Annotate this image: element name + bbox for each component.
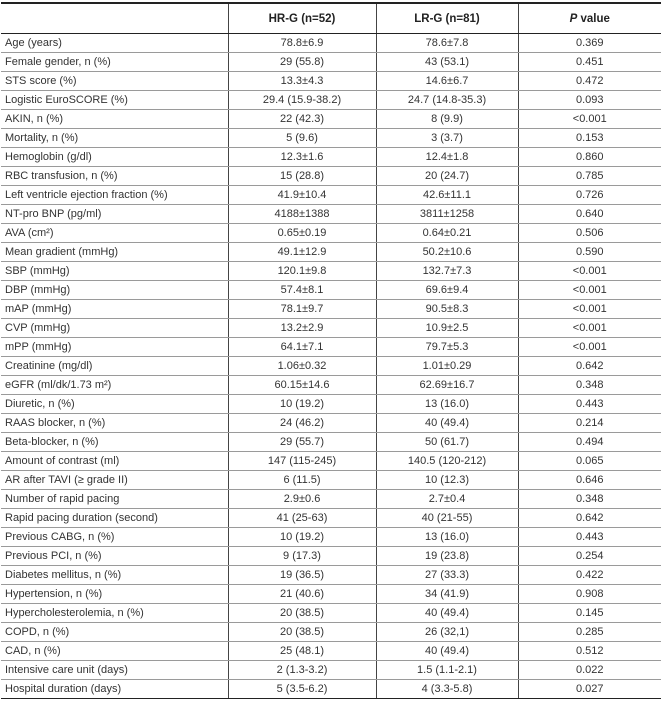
row-label: SBP (mmHg) (1, 262, 228, 281)
cell-p-value: 0.348 (518, 376, 661, 395)
table-row (1, 34, 661, 53)
row-label: NT-pro BNP (pg/ml) (1, 205, 228, 224)
table-row (1, 395, 661, 414)
header-p-italic: P (569, 12, 578, 25)
cell-lrg: 2.7±0.4 (376, 490, 518, 509)
cell-lrg: 19 (23.8) (376, 547, 518, 566)
cell-p-value: 0.451 (518, 53, 661, 72)
row-label: Hospital duration (days) (1, 680, 228, 699)
table-row (1, 205, 661, 224)
cell-hrg: 78.1±9.7 (228, 300, 376, 319)
cell-lrg: 34 (41.9) (376, 585, 518, 604)
cell-lrg: 0.64±0.21 (376, 224, 518, 243)
table-row (1, 53, 661, 72)
row-label: Hemoglobin (g/dl) (1, 148, 228, 167)
cell-p-value: <0.001 (518, 300, 661, 319)
cell-lrg: 3 (3.7) (376, 129, 518, 148)
row-label: Intensive care unit (days) (1, 661, 228, 680)
row-label: Mean gradient (mmHg) (1, 243, 228, 262)
cell-lrg: 69.6±9.4 (376, 281, 518, 300)
cell-p-value: 0.093 (518, 91, 661, 110)
cell-hrg: 9 (17.3) (228, 547, 376, 566)
table-row (1, 680, 661, 699)
cell-hrg: 2 (1.3-3.2) (228, 661, 376, 680)
row-label: mAP (mmHg) (1, 300, 228, 319)
table-row (1, 148, 661, 167)
cell-hrg: 5 (3.5-6.2) (228, 680, 376, 699)
cell-lrg: 26 (32,1) (376, 623, 518, 642)
row-label: AKIN, n (%) (1, 110, 228, 129)
row-label: STS score (%) (1, 72, 228, 91)
cell-lrg: 79.7±5.3 (376, 338, 518, 357)
cell-lrg: 140.5 (120-212) (376, 452, 518, 471)
cell-hrg: 57.4±8.1 (228, 281, 376, 300)
row-label: Hypertension, n (%) (1, 585, 228, 604)
row-label: AR after TAVI (≥ grade II) (1, 471, 228, 490)
cell-lrg: 78.6±7.8 (376, 34, 518, 53)
cell-p-value: 0.443 (518, 528, 661, 547)
cell-hrg: 49.1±12.9 (228, 243, 376, 262)
table-row (1, 566, 661, 585)
cell-p-value: <0.001 (518, 262, 661, 281)
cell-hrg: 29 (55.8) (228, 53, 376, 72)
row-label: Amount of contrast (ml) (1, 452, 228, 471)
table-row (1, 661, 661, 680)
cell-hrg: 120.1±9.8 (228, 262, 376, 281)
cell-hrg: 15 (28.8) (228, 167, 376, 186)
cell-lrg: 1.5 (1.1-2.1) (376, 661, 518, 680)
cell-p-value: 0.640 (518, 205, 661, 224)
cell-lrg: 24.7 (14.8-35.3) (376, 91, 518, 110)
cell-lrg: 12.4±1.8 (376, 148, 518, 167)
cell-p-value: 0.512 (518, 642, 661, 661)
table-row (1, 338, 661, 357)
row-label: RBC transfusion, n (%) (1, 167, 228, 186)
row-label: Rapid pacing duration (second) (1, 509, 228, 528)
cell-hrg: 0.65±0.19 (228, 224, 376, 243)
row-label: RAAS blocker, n (%) (1, 414, 228, 433)
cell-lrg: 3811±1258 (376, 205, 518, 224)
table-row (1, 433, 661, 452)
table-row (1, 262, 661, 281)
cell-p-value: 0.022 (518, 661, 661, 680)
cell-lrg: 27 (33.3) (376, 566, 518, 585)
cell-p-value: 0.860 (518, 148, 661, 167)
cell-lrg: 50 (61.7) (376, 433, 518, 452)
row-label: Diabetes mellitus, n (%) (1, 566, 228, 585)
cell-p-value: 0.642 (518, 357, 661, 376)
table-row (1, 167, 661, 186)
cell-hrg: 4188±1388 (228, 205, 376, 224)
cell-hrg: 13.3±4.3 (228, 72, 376, 91)
table-row (1, 623, 661, 642)
cell-p-value: 0.348 (518, 490, 661, 509)
cell-p-value: <0.001 (518, 319, 661, 338)
cell-hrg: 2.9±0.6 (228, 490, 376, 509)
header-p-rest: value (577, 12, 610, 25)
cell-lrg: 4 (3.3-5.8) (376, 680, 518, 699)
cell-p-value: 0.494 (518, 433, 661, 452)
table-row (1, 357, 661, 376)
cell-hrg: 10 (19.2) (228, 395, 376, 414)
row-label: CAD, n (%) (1, 642, 228, 661)
row-label: Logistic EuroSCORE (%) (1, 91, 228, 110)
table-row (1, 300, 661, 319)
cell-p-value: 0.027 (518, 680, 661, 699)
cell-hrg: 20 (38.5) (228, 623, 376, 642)
cell-hrg: 64.1±7.1 (228, 338, 376, 357)
row-label: Female gender, n (%) (1, 53, 228, 72)
cell-p-value: 0.642 (518, 509, 661, 528)
cell-p-value: 0.153 (518, 129, 661, 148)
table-row (1, 281, 661, 300)
row-label: Number of rapid pacing (1, 490, 228, 509)
cell-hrg: 19 (36.5) (228, 566, 376, 585)
cell-p-value: 0.065 (518, 452, 661, 471)
cell-p-value: 0.422 (518, 566, 661, 585)
cell-p-value: <0.001 (518, 281, 661, 300)
cell-p-value: <0.001 (518, 110, 661, 129)
table-row (1, 224, 661, 243)
cell-p-value: 0.785 (518, 167, 661, 186)
cell-lrg: 132.7±7.3 (376, 262, 518, 281)
table-row (1, 509, 661, 528)
cell-hrg: 5 (9.6) (228, 129, 376, 148)
cell-p-value: 0.254 (518, 547, 661, 566)
table-row (1, 129, 661, 148)
cell-p-value: 0.506 (518, 224, 661, 243)
cell-lrg: 40 (21-55) (376, 509, 518, 528)
row-label: mPP (mmHg) (1, 338, 228, 357)
cell-p-value: 0.369 (518, 34, 661, 53)
cell-lrg: 20 (24.7) (376, 167, 518, 186)
row-label: Previous CABG, n (%) (1, 528, 228, 547)
cell-p-value: 0.590 (518, 243, 661, 262)
row-label: Hypercholesterolemia, n (%) (1, 604, 228, 623)
table-row (1, 528, 661, 547)
cell-hrg: 10 (19.2) (228, 528, 376, 547)
cell-hrg: 21 (40.6) (228, 585, 376, 604)
cell-hrg: 24 (46.2) (228, 414, 376, 433)
cell-hrg: 78.8±6.9 (228, 34, 376, 53)
cell-lrg: 90.5±8.3 (376, 300, 518, 319)
table-row (1, 72, 661, 91)
cell-lrg: 8 (9.9) (376, 110, 518, 129)
cell-hrg: 25 (48.1) (228, 642, 376, 661)
cell-hrg: 29 (55.7) (228, 433, 376, 452)
cell-lrg: 10 (12.3) (376, 471, 518, 490)
row-label: DBP (mmHg) (1, 281, 228, 300)
cell-hrg: 41.9±10.4 (228, 186, 376, 205)
cell-hrg: 6 (11.5) (228, 471, 376, 490)
cell-hrg: 20 (38.5) (228, 604, 376, 623)
cell-lrg: 13 (16.0) (376, 395, 518, 414)
cell-hrg: 13.2±2.9 (228, 319, 376, 338)
cell-hrg: 1.06±0.32 (228, 357, 376, 376)
cell-lrg: 40 (49.4) (376, 642, 518, 661)
row-label: eGFR (ml/dk/1.73 m²) (1, 376, 228, 395)
cell-lrg: 1.01±0.29 (376, 357, 518, 376)
cell-hrg: 22 (42.3) (228, 110, 376, 129)
cell-p-value: 0.908 (518, 585, 661, 604)
cell-hrg: 41 (25-63) (228, 509, 376, 528)
cell-lrg: 40 (49.4) (376, 604, 518, 623)
header-lrg: LR-G (n=81) (376, 3, 518, 34)
header-row (1, 3, 661, 34)
table-row (1, 642, 661, 661)
cell-lrg: 62.69±16.7 (376, 376, 518, 395)
table-row (1, 186, 661, 205)
cell-lrg: 50.2±10.6 (376, 243, 518, 262)
table-row (1, 547, 661, 566)
cell-hrg: 60.15±14.6 (228, 376, 376, 395)
cell-p-value: 0.472 (518, 72, 661, 91)
table-row (1, 471, 661, 490)
table-row (1, 490, 661, 509)
row-label: Age (years) (1, 34, 228, 53)
row-label: Left ventricle ejection fraction (%) (1, 186, 228, 205)
header-hrg: HR-G (n=52) (228, 3, 376, 34)
table-row (1, 604, 661, 623)
row-label: CVP (mmHg) (1, 319, 228, 338)
table-row (1, 243, 661, 262)
table-row (1, 376, 661, 395)
row-label: AVA (cm²) (1, 224, 228, 243)
table-row (1, 319, 661, 338)
cell-p-value: 0.214 (518, 414, 661, 433)
cell-p-value: 0.726 (518, 186, 661, 205)
cell-lrg: 14.6±6.7 (376, 72, 518, 91)
baseline-characteristics-table (1, 2, 661, 699)
cell-hrg: 147 (115-245) (228, 452, 376, 471)
table-row (1, 585, 661, 604)
table-row (1, 91, 661, 110)
header-variable (1, 3, 228, 34)
cell-hrg: 29.4 (15.9-38.2) (228, 91, 376, 110)
row-label: Beta-blocker, n (%) (1, 433, 228, 452)
cell-lrg: 43 (53.1) (376, 53, 518, 72)
table-row (1, 110, 661, 129)
cell-lrg: 13 (16.0) (376, 528, 518, 547)
cell-hrg: 12.3±1.6 (228, 148, 376, 167)
header-p-value (518, 3, 661, 34)
cell-lrg: 40 (49.4) (376, 414, 518, 433)
cell-lrg: 10.9±2.5 (376, 319, 518, 338)
row-label: COPD, n (%) (1, 623, 228, 642)
row-label: Creatinine (mg/dl) (1, 357, 228, 376)
row-label: Mortality, n (%) (1, 129, 228, 148)
cell-p-value: 0.443 (518, 395, 661, 414)
cell-p-value: 0.145 (518, 604, 661, 623)
row-label: Diuretic, n (%) (1, 395, 228, 414)
table-row (1, 452, 661, 471)
cell-p-value: 0.646 (518, 471, 661, 490)
cell-lrg: 42.6±11.1 (376, 186, 518, 205)
cell-p-value: <0.001 (518, 338, 661, 357)
table-row (1, 414, 661, 433)
cell-p-value: 0.285 (518, 623, 661, 642)
row-label: Previous PCI, n (%) (1, 547, 228, 566)
